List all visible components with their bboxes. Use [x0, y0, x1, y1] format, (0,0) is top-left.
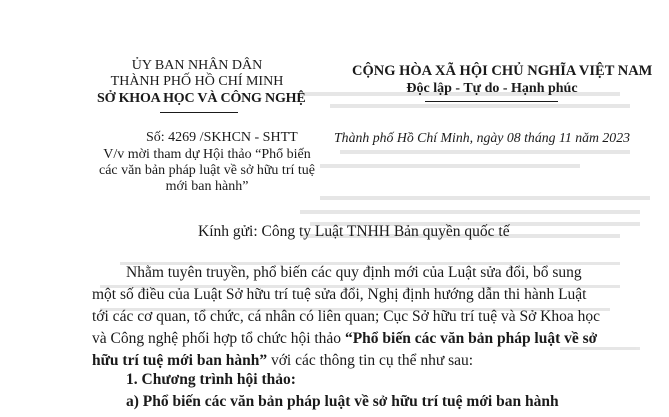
section-heading: 1. Chương trình hội thảo: [126, 371, 296, 388]
agenda-item-a: a) Phổ biến các văn bản pháp luật về sở hữu trí tuệ mới ban hành [126, 393, 559, 410]
subject-line: các văn bản pháp luật về sở hữu trí tuệ [99, 163, 315, 178]
workshop-title-part1: “Phổ biến các văn bản pháp luật về sở [344, 330, 598, 347]
issuer-level1: ỦY BAN NHÂN DÂN [131, 58, 263, 73]
national-motto-block [352, 62, 653, 98]
body-line: hữu trí tuệ mới ban hành” với các thông tin cụ thể như sau: [92, 352, 474, 369]
motto: Độc lập - Tự do - Hạnh phúc [406, 81, 578, 96]
recipient-line: Kính gửi: Công ty Luật TNHH Bản quyền quốc tế [198, 223, 510, 240]
subject-line: V/v mời tham dự Hội thảo “Phổ biến [103, 147, 311, 162]
issuer-underline [160, 112, 238, 113]
issuer-level2: THÀNH PHỐ HỒ CHÍ MINH [110, 74, 284, 89]
document-number: Số: 4269 /SKHCN - SHTT [146, 130, 298, 145]
country-name: CỘNG HÒA XÃ HỘI CHỦ NGHĨA VIỆT NAM [352, 63, 653, 79]
place-and-date: Thành phố Hồ Chí Minh, ngày 08 tháng 11 năm 2023 [334, 130, 630, 145]
subject-line: mới ban hành” [165, 179, 249, 194]
issuer-department: SỞ KHOA HỌC VÀ CÔNG NGHỆ [97, 91, 306, 106]
document-subject [96, 147, 318, 195]
body-line: một số điều của Luật Sở hữu trí tuệ sửa đổi, Nghị định hướng dẫn thi hành Luật [92, 286, 587, 303]
body-line: Nhằm tuyên truyền, phổ biến các quy định mới của Luật sửa đổi, bổ sung [126, 264, 582, 281]
body-paragraph [92, 262, 622, 372]
body-line: và Công nghệ phối hợp tổ chức hội thảo “Phổ biến các văn bản pháp luật về sở [92, 330, 598, 347]
workshop-title-part2: hữu trí tuệ mới ban hành” [92, 352, 268, 369]
motto-underline [425, 101, 558, 102]
body-line: tới các cơ quan, tổ chức, cá nhân có liên quan; Cục Sở hữu trí tuệ và Sở Khoa học [92, 308, 600, 325]
issuing-authority-block [97, 58, 306, 107]
